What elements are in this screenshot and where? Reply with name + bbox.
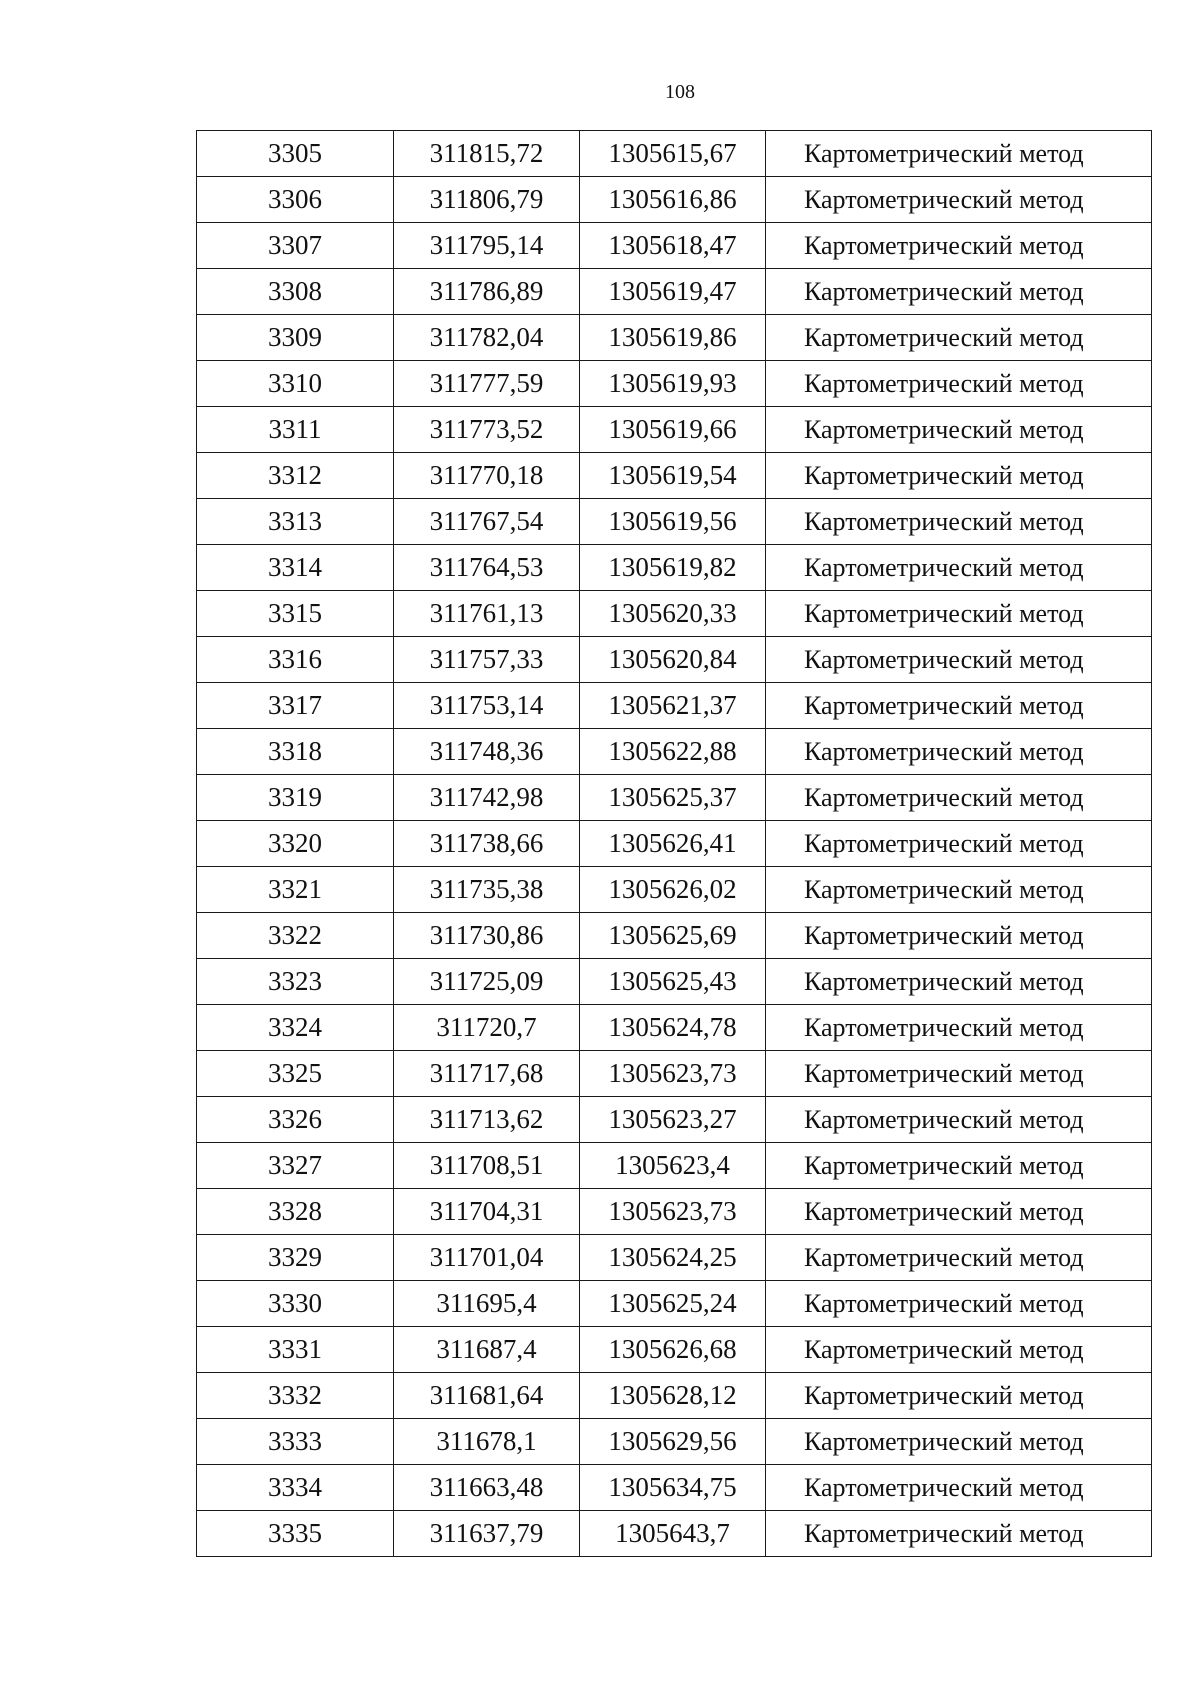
x-coordinate-cell: 311748,36: [394, 729, 580, 775]
point-number-cell: 3319: [197, 775, 394, 821]
point-number-cell: 3325: [197, 1051, 394, 1097]
y-coordinate-cell: 1305629,56: [580, 1419, 766, 1465]
x-coordinate-cell: 311681,64: [394, 1373, 580, 1419]
point-number-cell: 3308: [197, 269, 394, 315]
y-coordinate-cell: 1305616,86: [580, 177, 766, 223]
method-cell: Картометрический метод: [766, 1005, 1152, 1051]
method-cell: Картометрический метод: [766, 637, 1152, 683]
y-coordinate-cell: 1305643,7: [580, 1511, 766, 1557]
x-coordinate-cell: 311795,14: [394, 223, 580, 269]
point-number-cell: 3309: [197, 315, 394, 361]
x-coordinate-cell: 311720,7: [394, 1005, 580, 1051]
y-coordinate-cell: 1305626,68: [580, 1327, 766, 1373]
x-coordinate-cell: 311730,86: [394, 913, 580, 959]
point-number-cell: 3310: [197, 361, 394, 407]
point-number-cell: 3313: [197, 499, 394, 545]
x-coordinate-cell: 311738,66: [394, 821, 580, 867]
point-number-cell: 3318: [197, 729, 394, 775]
point-number-cell: 3327: [197, 1143, 394, 1189]
y-coordinate-cell: 1305619,86: [580, 315, 766, 361]
table-row: [197, 1373, 1152, 1419]
y-coordinate-cell: 1305618,47: [580, 223, 766, 269]
method-cell: Картометрический метод: [766, 1465, 1152, 1511]
method-cell: Картометрический метод: [766, 913, 1152, 959]
y-coordinate-cell: 1305623,4: [580, 1143, 766, 1189]
x-coordinate-cell: 311637,79: [394, 1511, 580, 1557]
y-coordinate-cell: 1305622,88: [580, 729, 766, 775]
x-coordinate-cell: 311770,18: [394, 453, 580, 499]
method-cell: Картометрический метод: [766, 821, 1152, 867]
x-coordinate-cell: 311713,62: [394, 1097, 580, 1143]
x-coordinate-cell: 311761,13: [394, 591, 580, 637]
point-number-cell: 3324: [197, 1005, 394, 1051]
x-coordinate-cell: 311782,04: [394, 315, 580, 361]
table-row: [197, 223, 1152, 269]
coordinates-table: [196, 130, 1152, 1557]
table-row: [197, 1419, 1152, 1465]
y-coordinate-cell: 1305623,73: [580, 1051, 766, 1097]
y-coordinate-cell: 1305619,47: [580, 269, 766, 315]
x-coordinate-cell: 311695,4: [394, 1281, 580, 1327]
point-number-cell: 3328: [197, 1189, 394, 1235]
method-cell: Картометрический метод: [766, 1373, 1152, 1419]
y-coordinate-cell: 1305625,43: [580, 959, 766, 1005]
x-coordinate-cell: 311717,68: [394, 1051, 580, 1097]
point-number-cell: 3307: [197, 223, 394, 269]
method-cell: Картометрический метод: [766, 453, 1152, 499]
x-coordinate-cell: 311753,14: [394, 683, 580, 729]
table-row: [197, 545, 1152, 591]
x-coordinate-cell: 311806,79: [394, 177, 580, 223]
point-number-cell: 3323: [197, 959, 394, 1005]
y-coordinate-cell: 1305628,12: [580, 1373, 766, 1419]
point-number-cell: 3312: [197, 453, 394, 499]
x-coordinate-cell: 311764,53: [394, 545, 580, 591]
x-coordinate-cell: 311767,54: [394, 499, 580, 545]
point-number-cell: 3317: [197, 683, 394, 729]
table-row: [197, 1097, 1152, 1143]
x-coordinate-cell: 311663,48: [394, 1465, 580, 1511]
table-row: [197, 453, 1152, 499]
point-number-cell: 3333: [197, 1419, 394, 1465]
x-coordinate-cell: 311725,09: [394, 959, 580, 1005]
point-number-cell: 3326: [197, 1097, 394, 1143]
table-row: [197, 315, 1152, 361]
x-coordinate-cell: 311735,38: [394, 867, 580, 913]
x-coordinate-cell: 311701,04: [394, 1235, 580, 1281]
y-coordinate-cell: 1305620,84: [580, 637, 766, 683]
table-row: [197, 867, 1152, 913]
table-row: [197, 499, 1152, 545]
method-cell: Картометрический метод: [766, 775, 1152, 821]
method-cell: Картометрический метод: [766, 499, 1152, 545]
method-cell: Картометрический метод: [766, 729, 1152, 775]
point-number-cell: 3330: [197, 1281, 394, 1327]
point-number-cell: 3315: [197, 591, 394, 637]
point-number-cell: 3334: [197, 1465, 394, 1511]
table-row: [197, 1281, 1152, 1327]
method-cell: Картометрический метод: [766, 683, 1152, 729]
y-coordinate-cell: 1305621,37: [580, 683, 766, 729]
table-row: [197, 775, 1152, 821]
point-number-cell: 3320: [197, 821, 394, 867]
x-coordinate-cell: 311773,52: [394, 407, 580, 453]
table-row: [197, 131, 1152, 177]
table-row: [197, 177, 1152, 223]
method-cell: Картометрический метод: [766, 1281, 1152, 1327]
x-coordinate-cell: 311704,31: [394, 1189, 580, 1235]
y-coordinate-cell: 1305623,27: [580, 1097, 766, 1143]
method-cell: Картометрический метод: [766, 407, 1152, 453]
table-row: [197, 913, 1152, 959]
y-coordinate-cell: 1305623,73: [580, 1189, 766, 1235]
y-coordinate-cell: 1305626,02: [580, 867, 766, 913]
table-row: [197, 637, 1152, 683]
y-coordinate-cell: 1305619,54: [580, 453, 766, 499]
point-number-cell: 3311: [197, 407, 394, 453]
y-coordinate-cell: 1305615,67: [580, 131, 766, 177]
x-coordinate-cell: 311777,59: [394, 361, 580, 407]
table-row: [197, 683, 1152, 729]
y-coordinate-cell: 1305634,75: [580, 1465, 766, 1511]
table-row: [197, 1189, 1152, 1235]
method-cell: Картометрический метод: [766, 1327, 1152, 1373]
method-cell: Картометрический метод: [766, 269, 1152, 315]
method-cell: Картометрический метод: [766, 545, 1152, 591]
point-number-cell: 3335: [197, 1511, 394, 1557]
table-row: [197, 1511, 1152, 1557]
x-coordinate-cell: 311786,89: [394, 269, 580, 315]
y-coordinate-cell: 1305620,33: [580, 591, 766, 637]
table-row: [197, 269, 1152, 315]
point-number-cell: 3314: [197, 545, 394, 591]
point-number-cell: 3331: [197, 1327, 394, 1373]
method-cell: Картометрический метод: [766, 1235, 1152, 1281]
y-coordinate-cell: 1305619,56: [580, 499, 766, 545]
method-cell: Картометрический метод: [766, 959, 1152, 1005]
method-cell: Картометрический метод: [766, 1051, 1152, 1097]
y-coordinate-cell: 1305625,69: [580, 913, 766, 959]
method-cell: Картометрический метод: [766, 1143, 1152, 1189]
method-cell: Картометрический метод: [766, 223, 1152, 269]
y-coordinate-cell: 1305624,78: [580, 1005, 766, 1051]
y-coordinate-cell: 1305619,93: [580, 361, 766, 407]
point-number-cell: 3306: [197, 177, 394, 223]
table-row: [197, 361, 1152, 407]
x-coordinate-cell: 311815,72: [394, 131, 580, 177]
table-row: [197, 959, 1152, 1005]
method-cell: Картометрический метод: [766, 361, 1152, 407]
method-cell: Картометрический метод: [766, 1511, 1152, 1557]
method-cell: Картометрический метод: [766, 1097, 1152, 1143]
table-row: [197, 821, 1152, 867]
y-coordinate-cell: 1305625,24: [580, 1281, 766, 1327]
table-row: [197, 1143, 1152, 1189]
table-row: [197, 1235, 1152, 1281]
point-number-cell: 3332: [197, 1373, 394, 1419]
y-coordinate-cell: 1305619,66: [580, 407, 766, 453]
method-cell: Картометрический метод: [766, 867, 1152, 913]
y-coordinate-cell: 1305626,41: [580, 821, 766, 867]
table-row: [197, 729, 1152, 775]
x-coordinate-cell: 311757,33: [394, 637, 580, 683]
page-number: 108: [665, 81, 695, 103]
point-number-cell: 3322: [197, 913, 394, 959]
point-number-cell: 3305: [197, 131, 394, 177]
coordinates-table-body: [197, 131, 1152, 1557]
table-row: [197, 407, 1152, 453]
point-number-cell: 3329: [197, 1235, 394, 1281]
x-coordinate-cell: 311708,51: [394, 1143, 580, 1189]
table-row: [197, 1005, 1152, 1051]
method-cell: Картометрический метод: [766, 591, 1152, 637]
table-row: [197, 1465, 1152, 1511]
point-number-cell: 3321: [197, 867, 394, 913]
table-row: [197, 1327, 1152, 1373]
x-coordinate-cell: 311687,4: [394, 1327, 580, 1373]
method-cell: Картометрический метод: [766, 177, 1152, 223]
y-coordinate-cell: 1305625,37: [580, 775, 766, 821]
method-cell: Картометрический метод: [766, 315, 1152, 361]
x-coordinate-cell: 311742,98: [394, 775, 580, 821]
x-coordinate-cell: 311678,1: [394, 1419, 580, 1465]
method-cell: Картометрический метод: [766, 1419, 1152, 1465]
method-cell: Картометрический метод: [766, 131, 1152, 177]
point-number-cell: 3316: [197, 637, 394, 683]
y-coordinate-cell: 1305619,82: [580, 545, 766, 591]
y-coordinate-cell: 1305624,25: [580, 1235, 766, 1281]
method-cell: Картометрический метод: [766, 1189, 1152, 1235]
table-row: [197, 1051, 1152, 1097]
table-row: [197, 591, 1152, 637]
